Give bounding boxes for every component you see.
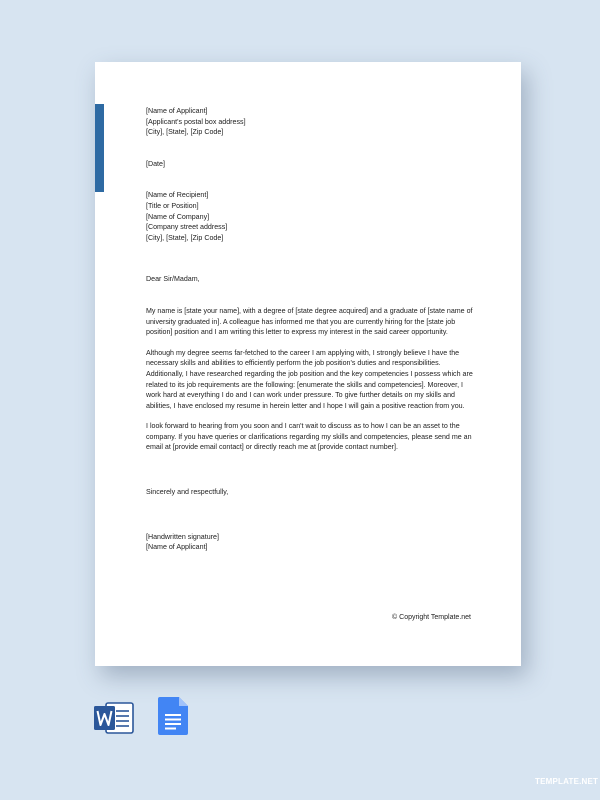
paragraph-closing: I look forward to hearing from you soon and I can't wait to discuss as to how I can be an asset to the company. If you have queries or clarifications regarding my skills and competencies, please send me an email at [provide email contact] or directly reach me at [provide contact number].: [146, 422, 472, 452]
recipient-city: [City], [State], [Zip Code]: [146, 233, 224, 242]
accent-bar: [95, 104, 104, 192]
recipient-title: [Title or Position]: [146, 201, 199, 210]
word-icon[interactable]: [94, 700, 134, 736]
paragraph-intro: My name is [state your name], with a degree of [state degree acquired] and a graduate of [state name of university graduated in]. A colleague has informed me that you are currently hiring for the [state job position] position and I am writing this letter to express my interest in the said career opportunity.: [146, 306, 473, 337]
recipient-street: [Company street address]: [146, 223, 228, 232]
closing: Sincerely and respectfully,: [146, 488, 229, 497]
letter-page: [95, 62, 521, 666]
recipient-company: [Name of Company]: [146, 212, 210, 221]
letter-date: [Date]: [146, 159, 165, 168]
google-docs-icon[interactable]: [158, 697, 188, 735]
sender-postal: [Applicant's postal box address]: [146, 117, 246, 126]
sender-city: [City], [State], [Zip Code]: [146, 128, 224, 137]
signature-name: [Name of Applicant]: [146, 543, 208, 552]
copyright: © Copyright Template.net: [392, 614, 471, 621]
recipient-address: [146, 190, 476, 243]
signature-line: [Handwritten signature]: [146, 532, 219, 541]
signature-block: [146, 532, 476, 553]
recipient-name: [Name of Recipient]: [146, 191, 209, 200]
paragraph-skills: Although my degree seems far-fetched to the career I am applying with, I strongly believe I have the necessary skills and abilities to efficiently perform the job position's duties and responsibilities. Additionally, I have researched regarding the job position and the key competencies I possess which are related to its job requirements are the following: [enumerate the skills and competencies]. Moreover, I work hard at everything I do and I can work under pressure. To give further details on my skills and abilities, I have enclosed my resume in herein letter and I hope I will gain a positive reaction from you.: [146, 348, 473, 410]
letter-body: [146, 106, 476, 553]
watermark: TEMPLATE.NET: [535, 777, 599, 786]
sender-name: [Name of Applicant]: [146, 107, 208, 115]
sender-address: [146, 106, 476, 138]
salutation: Dear Sir/Madam,: [146, 275, 200, 284]
